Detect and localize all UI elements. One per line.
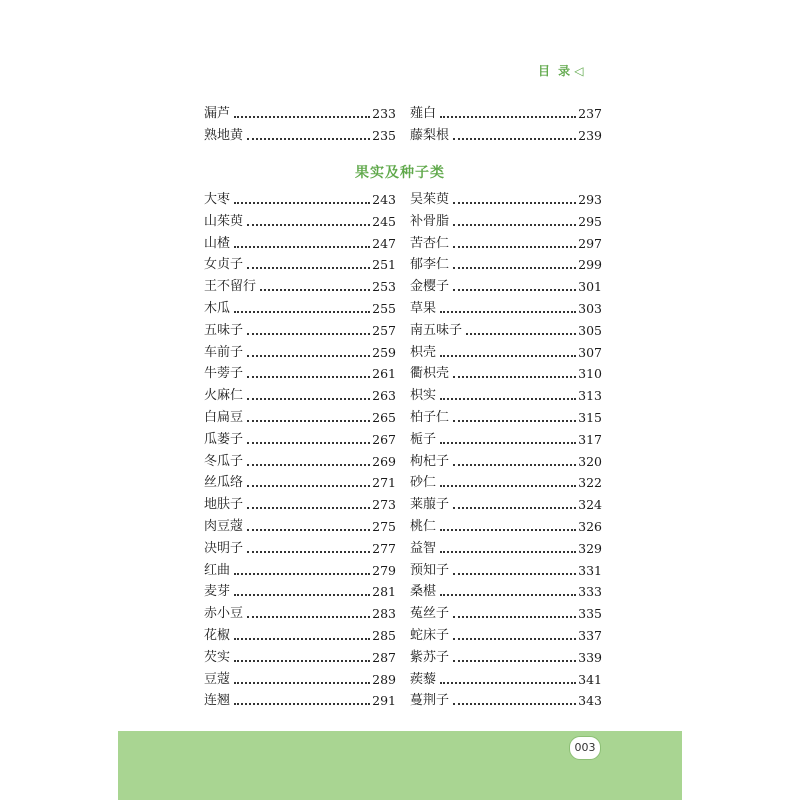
toc-entry-page: 277 bbox=[372, 540, 396, 556]
toc-entry bbox=[410, 295, 602, 317]
toc-entry-page: 235 bbox=[372, 127, 396, 143]
triangle-left-icon: ◁ bbox=[574, 64, 586, 78]
toc-entry-page: 322 bbox=[578, 475, 602, 491]
toc-entry bbox=[204, 251, 396, 273]
toc-entry-page: 275 bbox=[372, 519, 396, 534]
toc-entry-name: 南五味子 bbox=[410, 322, 463, 338]
toc-entry-name: 地肤子 bbox=[204, 497, 244, 513]
dot-leader bbox=[247, 420, 370, 422]
toc-entry bbox=[204, 535, 396, 557]
dot-leader bbox=[247, 267, 370, 269]
toc-entry-name: 丝瓜络 bbox=[204, 475, 244, 491]
toc-entry-name: 漏芦 bbox=[204, 106, 231, 121]
section-title: 果实及种子类 bbox=[355, 165, 445, 181]
toc-entry-name: 豆蔻 bbox=[204, 671, 231, 687]
toc-entry-name: 枳壳 bbox=[410, 344, 437, 360]
toc-entry-name: 莱菔子 bbox=[410, 497, 450, 513]
dot-leader bbox=[453, 464, 576, 466]
toc-entry-page: 303 bbox=[578, 301, 602, 316]
toc-entry-page: 279 bbox=[372, 562, 396, 578]
dot-leader bbox=[234, 660, 370, 662]
toc-entry-name: 瓜蒌子 bbox=[204, 431, 244, 447]
toc-entry-page: 257 bbox=[372, 322, 396, 338]
toc-entry-page: 307 bbox=[578, 344, 602, 360]
toc-entry-page: 337 bbox=[578, 628, 602, 643]
toc-entry-page: 289 bbox=[372, 671, 396, 687]
toc-entry bbox=[410, 404, 602, 426]
toc-header bbox=[538, 62, 585, 79]
dot-leader bbox=[440, 116, 576, 118]
toc-entry-page: 324 bbox=[578, 497, 602, 513]
toc-entry bbox=[204, 426, 396, 448]
toc-entry bbox=[410, 122, 602, 144]
toc-entry-page: 341 bbox=[578, 671, 602, 687]
toc-entry-name: 白扁豆 bbox=[204, 410, 244, 425]
toc-entry-page: 253 bbox=[372, 279, 396, 295]
toc-entry bbox=[410, 491, 602, 513]
dot-leader bbox=[440, 398, 576, 400]
toc-entry bbox=[410, 600, 602, 622]
dot-leader bbox=[440, 551, 576, 553]
toc-entry-page: 339 bbox=[578, 649, 602, 665]
toc-entry-name: 花椒 bbox=[204, 628, 231, 643]
toc-entry-page: 259 bbox=[372, 344, 396, 360]
dot-leader bbox=[453, 660, 576, 662]
dot-leader bbox=[440, 442, 576, 444]
dot-leader bbox=[453, 420, 576, 422]
toc-entry-name: 桑椹 bbox=[410, 584, 437, 600]
toc-entry-page: 255 bbox=[372, 301, 396, 316]
toc-entry-page: 287 bbox=[372, 649, 396, 665]
toc-entry-page: 293 bbox=[578, 192, 602, 207]
dot-leader bbox=[453, 616, 576, 618]
dot-leader bbox=[440, 311, 576, 313]
dot-leader bbox=[260, 289, 370, 291]
dot-leader bbox=[234, 703, 370, 705]
toc-entry-name: 火麻仁 bbox=[204, 388, 244, 404]
dot-leader bbox=[247, 442, 370, 444]
toc-entry-page: 301 bbox=[578, 279, 602, 295]
toc-entry bbox=[204, 622, 396, 644]
toc-entry-page: 295 bbox=[578, 213, 602, 229]
toc-entry-page: 333 bbox=[578, 584, 602, 600]
toc-entry bbox=[410, 339, 602, 361]
dot-leader bbox=[453, 703, 576, 705]
toc-entry-name: 大枣 bbox=[204, 192, 231, 207]
dot-leader bbox=[234, 116, 370, 118]
dot-leader bbox=[453, 507, 576, 509]
toc-entry-page: 331 bbox=[578, 562, 602, 578]
toc-entry bbox=[410, 100, 602, 122]
dot-leader bbox=[453, 267, 576, 269]
toc-entry-page: 329 bbox=[578, 540, 602, 556]
toc-entry bbox=[410, 469, 602, 491]
dot-leader bbox=[466, 333, 576, 335]
toc-entry-name: 苦杏仁 bbox=[410, 235, 450, 251]
toc-entry-name: 蒺藜 bbox=[410, 671, 437, 687]
toc-entry bbox=[204, 339, 396, 361]
dot-leader bbox=[453, 573, 576, 575]
toc-entry bbox=[204, 295, 396, 317]
toc-entry-name: 车前子 bbox=[204, 344, 244, 360]
toc-entry-name: 紫苏子 bbox=[410, 649, 450, 665]
dot-leader bbox=[453, 246, 576, 248]
toc-entry-name: 砂仁 bbox=[410, 475, 437, 491]
dot-leader bbox=[453, 224, 576, 226]
toc-entry bbox=[204, 230, 396, 252]
toc-entry bbox=[204, 448, 396, 470]
toc-entry-name: 栀子 bbox=[410, 431, 437, 447]
page-number: 003 bbox=[569, 736, 601, 760]
dot-leader bbox=[453, 638, 576, 640]
toc-entry-name: 桃仁 bbox=[410, 519, 437, 534]
toc-entry bbox=[204, 382, 396, 404]
toc-entry-page: 291 bbox=[372, 693, 396, 709]
toc-entry bbox=[410, 382, 602, 404]
toc-entry-name: 连翘 bbox=[204, 693, 231, 709]
toc-entry bbox=[204, 600, 396, 622]
dot-leader bbox=[247, 464, 370, 466]
toc-entry-page: 269 bbox=[372, 453, 396, 469]
toc-entry-page: 313 bbox=[578, 388, 602, 404]
toc-entry bbox=[410, 687, 602, 709]
dot-leader bbox=[440, 529, 576, 531]
toc-entry-page: 317 bbox=[578, 431, 602, 447]
dot-leader bbox=[247, 398, 370, 400]
toc-entry-name: 红曲 bbox=[204, 562, 231, 578]
toc-entry bbox=[204, 100, 396, 122]
dot-leader bbox=[247, 138, 370, 140]
toc-entry-name: 菟丝子 bbox=[410, 606, 450, 622]
toc-entry-name: 补骨脂 bbox=[410, 213, 450, 229]
dot-leader bbox=[453, 202, 576, 204]
toc-entry bbox=[410, 513, 602, 535]
toc-entry-name: 草果 bbox=[410, 301, 437, 316]
dot-leader bbox=[234, 202, 370, 204]
dot-leader bbox=[453, 138, 576, 140]
dot-leader bbox=[453, 376, 576, 378]
dot-leader bbox=[247, 333, 370, 335]
toc-entry-name: 五味子 bbox=[204, 322, 244, 338]
toc-entry bbox=[410, 230, 602, 252]
toc-entry bbox=[204, 578, 396, 600]
toc-entry-name: 蔓荆子 bbox=[410, 693, 450, 709]
dot-leader bbox=[234, 573, 370, 575]
toc-entry-name: 女贞子 bbox=[204, 257, 244, 273]
toc-entry-page: 297 bbox=[578, 235, 602, 251]
toc-header-title: 目 录 bbox=[538, 64, 573, 78]
toc-entry bbox=[204, 186, 396, 208]
toc-entry-name: 柏子仁 bbox=[410, 410, 450, 425]
toc-entry bbox=[410, 448, 602, 470]
toc-entry bbox=[204, 557, 396, 579]
toc-entry-page: 247 bbox=[372, 235, 396, 251]
toc-entry-name: 衢枳壳 bbox=[410, 366, 450, 382]
toc-entry-name: 薤白 bbox=[410, 106, 437, 121]
dot-leader bbox=[440, 682, 576, 684]
toc-entry bbox=[410, 360, 602, 382]
toc-entry-page: 335 bbox=[578, 606, 602, 622]
toc-entry-page: 239 bbox=[578, 127, 602, 143]
toc-entry-page: 273 bbox=[372, 497, 396, 513]
toc-entry bbox=[204, 360, 396, 382]
toc-entry-name: 枸杞子 bbox=[410, 453, 450, 469]
toc-entry bbox=[410, 644, 602, 666]
toc-entry-page: 305 bbox=[578, 322, 602, 338]
toc-entry bbox=[410, 251, 602, 273]
toc-entry-name: 肉豆蔻 bbox=[204, 519, 244, 534]
toc-entry-page: 271 bbox=[372, 475, 396, 491]
toc-entry-page: 283 bbox=[372, 606, 396, 622]
toc-entry-page: 320 bbox=[578, 453, 602, 469]
toc-entry bbox=[410, 317, 602, 339]
toc-entry-page: 343 bbox=[578, 693, 602, 709]
dot-leader bbox=[247, 485, 370, 487]
toc-entry-name: 熟地黄 bbox=[204, 127, 244, 143]
toc-entry bbox=[204, 122, 396, 144]
toc-entry-page: 310 bbox=[578, 366, 602, 382]
dot-leader bbox=[440, 485, 576, 487]
dot-leader bbox=[234, 311, 370, 313]
dot-leader bbox=[440, 355, 576, 357]
toc-entry-name: 郁李仁 bbox=[410, 257, 450, 273]
toc-entry-name: 山楂 bbox=[204, 235, 231, 251]
toc-entry bbox=[410, 426, 602, 448]
toc-entry-page: 245 bbox=[372, 213, 396, 229]
toc-entry bbox=[204, 644, 396, 666]
toc-entry-page: 243 bbox=[372, 192, 396, 207]
toc-entry-page: 233 bbox=[372, 106, 396, 121]
toc-entry bbox=[410, 273, 602, 295]
toc-entry bbox=[204, 469, 396, 491]
toc-entry-name: 藤梨根 bbox=[410, 127, 450, 143]
toc-entry bbox=[410, 186, 602, 208]
toc-entry bbox=[204, 687, 396, 709]
toc-entry-name: 枳实 bbox=[410, 388, 437, 404]
toc-entry-page: 263 bbox=[372, 388, 396, 404]
dot-leader bbox=[247, 507, 370, 509]
toc-entry-name: 牛蒡子 bbox=[204, 366, 244, 382]
toc-entry bbox=[410, 208, 602, 230]
toc-entry-page: 281 bbox=[372, 584, 396, 600]
dot-leader bbox=[247, 616, 370, 618]
dot-leader bbox=[247, 224, 370, 226]
toc-entry-page: 265 bbox=[372, 410, 396, 425]
toc-entry-name: 决明子 bbox=[204, 540, 244, 556]
dot-leader bbox=[234, 682, 370, 684]
toc-entry-page: 251 bbox=[372, 257, 396, 273]
toc-entry bbox=[204, 404, 396, 426]
dot-leader bbox=[247, 529, 370, 531]
toc-entry-name: 吴茱萸 bbox=[410, 192, 450, 207]
dot-leader bbox=[247, 355, 370, 357]
toc-entry bbox=[204, 273, 396, 295]
dot-leader bbox=[440, 594, 576, 596]
dot-leader bbox=[453, 289, 576, 291]
dot-leader bbox=[234, 594, 370, 596]
toc-entry-page: 237 bbox=[578, 106, 602, 121]
toc-entry-name: 益智 bbox=[410, 540, 437, 556]
toc-entry bbox=[204, 317, 396, 339]
dot-leader bbox=[234, 246, 370, 248]
toc-entry bbox=[204, 666, 396, 688]
toc-entry bbox=[410, 557, 602, 579]
toc-entry bbox=[410, 578, 602, 600]
toc-entry bbox=[410, 535, 602, 557]
toc-entry-name: 芡实 bbox=[204, 649, 231, 665]
dot-leader bbox=[234, 638, 370, 640]
toc-entry-name: 蛇床子 bbox=[410, 628, 450, 643]
toc-entry-page: 285 bbox=[372, 628, 396, 643]
toc-entry-page: 299 bbox=[578, 257, 602, 273]
toc-entry-name: 山茱萸 bbox=[204, 213, 244, 229]
toc-entry-page: 315 bbox=[578, 410, 602, 425]
toc-entry-name: 麦芽 bbox=[204, 584, 231, 600]
toc-entry bbox=[204, 491, 396, 513]
toc-entry-page: 261 bbox=[372, 366, 396, 382]
toc-entry-name: 金樱子 bbox=[410, 279, 450, 295]
toc-entry-name: 赤小豆 bbox=[204, 606, 244, 622]
toc-entry bbox=[410, 622, 602, 644]
toc-entry-name: 预知子 bbox=[410, 562, 450, 578]
toc-entry bbox=[204, 208, 396, 230]
toc-entry-name: 木瓜 bbox=[204, 301, 231, 316]
toc-entry bbox=[410, 666, 602, 688]
toc-entry-page: 267 bbox=[372, 431, 396, 447]
toc-entry-name: 王不留行 bbox=[204, 279, 257, 295]
toc-entry bbox=[204, 513, 396, 535]
toc-entry-page: 326 bbox=[578, 519, 602, 534]
dot-leader bbox=[247, 551, 370, 553]
toc-entry-name: 冬瓜子 bbox=[204, 453, 244, 469]
dot-leader bbox=[247, 376, 370, 378]
